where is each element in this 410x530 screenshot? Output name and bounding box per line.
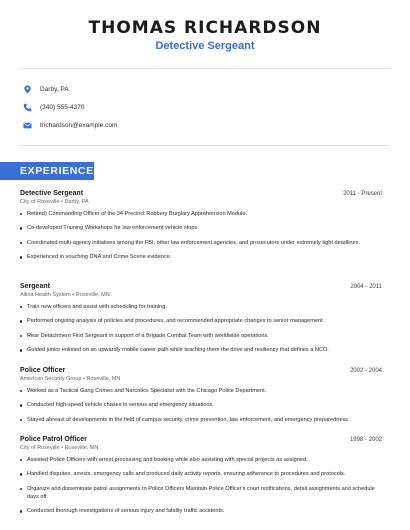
- job-bullet: Assisted Police Officers with arrest processing and booking while also assisting with special projects as assigned.: [20, 456, 382, 464]
- job-bullet: Retired) Commanding Officer of the 34 Precinct Robbery Burglary Apprehension Module.: [20, 210, 382, 218]
- job-employer-location: Darby, PA: [64, 199, 89, 205]
- job-dates: 2004 - 2011: [350, 284, 382, 290]
- job-separator: •: [60, 199, 65, 205]
- phone-icon: [22, 102, 32, 112]
- job-bullet: Conducted thorough investigations of serious injury and fatality traffic accidents.: [20, 507, 382, 515]
- job-bullets: [20, 210, 382, 261]
- job-bullet: Experienced in vouching DNA and Crime Scene evidence.: [20, 253, 382, 261]
- job-employer-name: City of Roseville: [20, 445, 60, 451]
- job-employer: [20, 199, 382, 205]
- candidate-title: Detective Sergeant: [155, 40, 255, 52]
- job-bullets: [20, 456, 382, 516]
- job-employer: [20, 445, 382, 451]
- job-dates: 2011 - Present: [343, 191, 382, 197]
- job-bullet: Organize and disseminate patrol assignments to Police Officers Maintain Police Officer's court notifications, detail assignments and schedule days off.: [20, 485, 382, 501]
- job-bullet: Conducted high-speed vehicle chases in serious and emergency situations.: [20, 401, 382, 409]
- location-pin-icon: [22, 84, 32, 94]
- job-bullet: Worked as a Tactical Gang Crimes and Narcotics Specialist with the Chicago Police Department.: [20, 387, 382, 395]
- job-bullet: Performed ongoing analysis of policies and procedures, and recommended appropriate changes to senior management.: [20, 317, 382, 325]
- job-entry: [20, 283, 382, 361]
- mail-icon: [22, 120, 32, 130]
- job-bullets: [20, 387, 382, 424]
- job-title: Sergeant: [20, 283, 50, 290]
- job-bullet: Co-developed Training Workshops for law enforcement vehicle stops.: [20, 224, 382, 232]
- job-employer-location: Roseville, MN: [86, 376, 121, 382]
- contact-location-text: Darby, PA: [40, 85, 69, 93]
- job-bullet: Coordinated multi-agency initiatives among the FBI, other law enforcement agencies, and prosecutors under extremely tight deadlines.: [20, 239, 382, 247]
- job-bullet: Handled disputes, arrests, emergency calls and produced daily activity reports, ensuring adherence to procedures and protocols.: [20, 470, 382, 478]
- contact-location: [22, 83, 69, 95]
- job-employer-location: Roseville, MN: [75, 292, 110, 298]
- job-employer-name: American Security Group: [20, 376, 82, 382]
- job-employer: [20, 292, 382, 298]
- job-employer-location: Roseville, MN: [64, 445, 99, 451]
- job-dates: 2002 - 2004: [349, 368, 382, 374]
- contact-phone-text: (340) 555-4370: [40, 103, 85, 111]
- job-title: Detective Sergeant: [20, 190, 84, 197]
- job-title: Police Patrol Officer: [20, 436, 87, 443]
- job-separator: •: [82, 376, 87, 382]
- job-employer-name: City of Roseville: [20, 199, 60, 205]
- job-separator: •: [72, 292, 76, 298]
- job-title: Police Officer: [20, 367, 66, 374]
- job-dates: 1998 - 2002: [349, 437, 382, 443]
- job-entry: [20, 367, 382, 430]
- job-entry: [20, 190, 382, 268]
- header-divider: [20, 68, 390, 69]
- job-bullet: Guided junior enlisted on an upwardly mobile career path while teaching them the drive and resiliency that defines a NCO.: [20, 346, 382, 354]
- contact-email: [22, 119, 117, 131]
- job-employer-name: Allina Health System: [20, 292, 71, 298]
- job-entry: [20, 436, 382, 522]
- contact-divider: [20, 145, 390, 146]
- job-bullet: Train new officers and assist with scheduling for training.: [20, 303, 382, 311]
- job-employer: [20, 376, 382, 382]
- job-separator: •: [60, 445, 65, 451]
- job-bullet: Stayed abreast of developments in the field of campus security, crime prevention, law enforcement, and emergency preparedness.: [20, 416, 382, 424]
- experience-heading: EXPERIENCE: [0, 162, 94, 180]
- job-bullet: Rear Detachment First Sergeant in support of a Brigade Combat Team with worldwide operations.: [20, 332, 382, 340]
- contact-phone: [22, 101, 84, 113]
- job-bullets: [20, 303, 382, 354]
- candidate-name: THOMAS RICHARDSON: [88, 18, 322, 38]
- contact-email-text: trichardson@example.com: [40, 121, 118, 129]
